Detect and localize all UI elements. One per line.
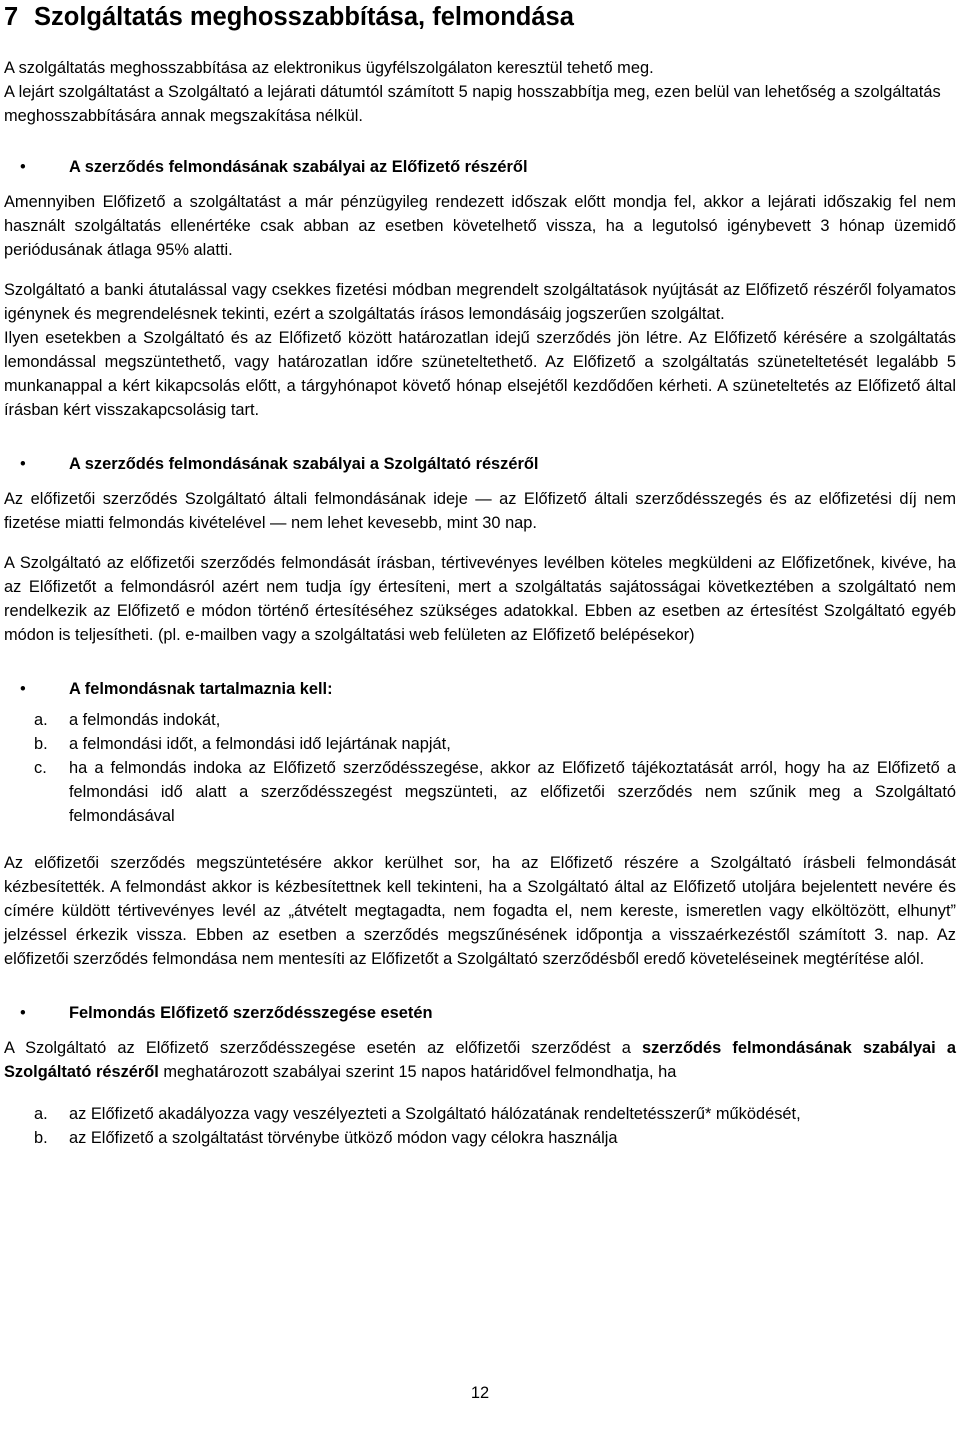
breach-heading-text: Felmondás Előfizető szerződésszegése esetén <box>69 1004 433 1022</box>
bullet-icon: • <box>20 680 26 698</box>
section-number: 7 <box>4 3 19 31</box>
list-item <box>4 1102 956 1126</box>
section-title-text: Szolgáltatás meghosszabbítása, felmondása <box>34 3 574 31</box>
list-marker: b. <box>34 735 48 753</box>
provider-termination-heading-text: A szerződés felmondásának szabályai a Szolgáltató részéről <box>69 455 539 473</box>
list-marker: b. <box>34 1129 48 1147</box>
list-item-text: a felmondási időt, a felmondási idő lejártának napját, <box>69 735 451 753</box>
section-title <box>4 2 574 32</box>
bullet-icon: • <box>20 1004 26 1022</box>
subscriber-paragraph-2: Szolgáltató a banki átutalással vagy csekkes fizetési módban megrendelt szolgáltatások nyújtását az Előfizető részéről folyamatos igénynek és megrendelésnek tekinti, ezért a szolgáltatás írásos lemondásáig jogszerűen szolgáltat. <box>4 281 956 323</box>
breach-paragraph <box>4 1036 956 1084</box>
document-body <box>4 56 956 1150</box>
provider-paragraph-2: A Szolgáltató az előfizetői szerződés felmondását írásban, tértivevényes levélben köteles megküldeni az Előfizetőnek, kivéve, ha az Előfizetőt a felmondásról azért nem tudja így értesíteni, mert a szolgáltatás sajátosságai következtében a szolgáltató nem rendelkezik az Előfizető e módon történő értesítéséhez szükséges adatokkal. Ebben az esetben az értesítést Szolgáltató egyéb módon is teljesítheti. (pl. e-mailben vagy a szolgáltatási web felületen az Előfizető belépésekor) <box>4 554 956 644</box>
list-item-text: ha a felmondás indoka az Előfizető szerződésszegése, akkor az Előfizető tájékoztatását arról, hogy ha az Előfizető a felmondási idő alatt a szerződésszegést megszünteti, az előfizetői szerződés nem szűnik meg a Szolgáltató felmondásával <box>69 759 956 825</box>
required-content-heading <box>4 677 956 701</box>
subscriber-termination-heading <box>4 155 956 179</box>
provider-paragraph-1: Az előfizetői szerződés Szolgáltató általi felmondásának ideje — az Előfizető általi szerződésszegés és az előfizetési díj nem fizetése miatti felmondás kivételével — nem lehet kevesebb, mint 30 nap. <box>4 490 956 532</box>
list-item <box>4 1126 956 1150</box>
list-item <box>4 732 956 756</box>
required-content-heading-text: A felmondásnak tartalmaznia kell: <box>69 680 333 698</box>
page-number: 12 <box>470 1384 490 1402</box>
subscriber-termination-heading-text: A szerződés felmondásának szabályai az Előfizető részéről <box>69 158 528 176</box>
list-marker: a. <box>34 711 48 729</box>
list-item-text: az Előfizető a szolgáltatást törvénybe ütköző módon vagy célokra használja <box>69 1129 618 1147</box>
breach-heading <box>4 1001 956 1025</box>
provider-termination-heading <box>4 452 956 476</box>
list-item <box>4 708 956 732</box>
list-item-text: az Előfizető akadályozza vagy veszélyezteti a Szolgáltató hálózatának rendeltetésszerű* működését, <box>69 1105 801 1123</box>
breach-paragraph-end: meghatározott szabályai szerint 15 napos határidővel felmondhatja, ha <box>158 1063 677 1081</box>
list-marker: c. <box>34 759 47 777</box>
intro-line-1: A szolgáltatás meghosszabbítása az elektronikus ügyfélszolgálaton keresztül tehető meg. <box>4 59 654 77</box>
intro-block <box>4 56 956 128</box>
subscriber-paragraph-3: Ilyen esetekben a Szolgáltató és az Előfizető között határozatlan idejű szerződés jön létre. Az Előfizető kérésére a szolgáltatás lemondással megszüntethető, vagy határozatlan időre szüneteltethető. Az Előfizető a szolgáltatás szüneteltetését legalább 5 munkanappal a kért kikapcsolás előtt, a tárgyhónapot követő hónap elsejétől kezdődően kérheti. A szüneteltetés az Előfizető által írásban kért visszakapcsolásig tart. <box>4 329 956 419</box>
bullet-icon: • <box>20 455 26 473</box>
delivery-paragraph: Az előfizetői szerződés megszüntetésére akkor kerülhet sor, ha az Előfizető részére a Szolgáltató írásbeli felmondását kézbesítették. A felmondást akkor is kézbesítettnek kell tekinteni, ha a Szolgáltató által az Előfizető utoljára bejelentett nevére és címére küldött tértivevényes levél az „átvételt megtagadta, nem fogadta el, nem kereste, ismeretlen vagy elköltözött, elhunyt” jelzéssel érkezik vissza. Ebben az esetben a szerződés megszűnésének időpontja a visszaérkezéstől számított 3. nap. Az előfizetői szerződés felmondása nem mentesíti az Előfizetőt a Szolgáltató szerződésből eredő követeléseinek megtérítése alól. <box>4 854 956 968</box>
list-marker: a. <box>34 1105 48 1123</box>
breach-paragraph-bold: szerződés felmondásának szabályai a Szolgáltató részéről <box>4 1039 956 1081</box>
intro-line-2: A lejárt szolgáltatást a Szolgáltató a lejárati dátumtól számított 5 napig hosszabbítja meg, ezen belül van lehetőség a szolgáltatás meghosszabbítására annak megszakítása nélkül. <box>4 83 941 125</box>
subscriber-paragraph-1: Amennyiben Előfizető a szolgáltatást a már pénzügyileg rendezett időszak előtt mondja fel, akkor a lejárati időszakig fel nem használt szolgáltatás ellenértéke csak abban az esetben követelhető vissza, ha a legutolsó igénybevett 3 hónap üzemidő periódusának átlaga 95% alatti. <box>4 193 956 259</box>
list-item-text: a felmondás indokát, <box>69 711 221 729</box>
list-item <box>4 756 956 828</box>
bullet-icon: • <box>20 158 26 176</box>
breach-paragraph-start: A Szolgáltató az Előfizető szerződésszegése esetén az előfizetői szerződést a <box>4 1039 642 1057</box>
